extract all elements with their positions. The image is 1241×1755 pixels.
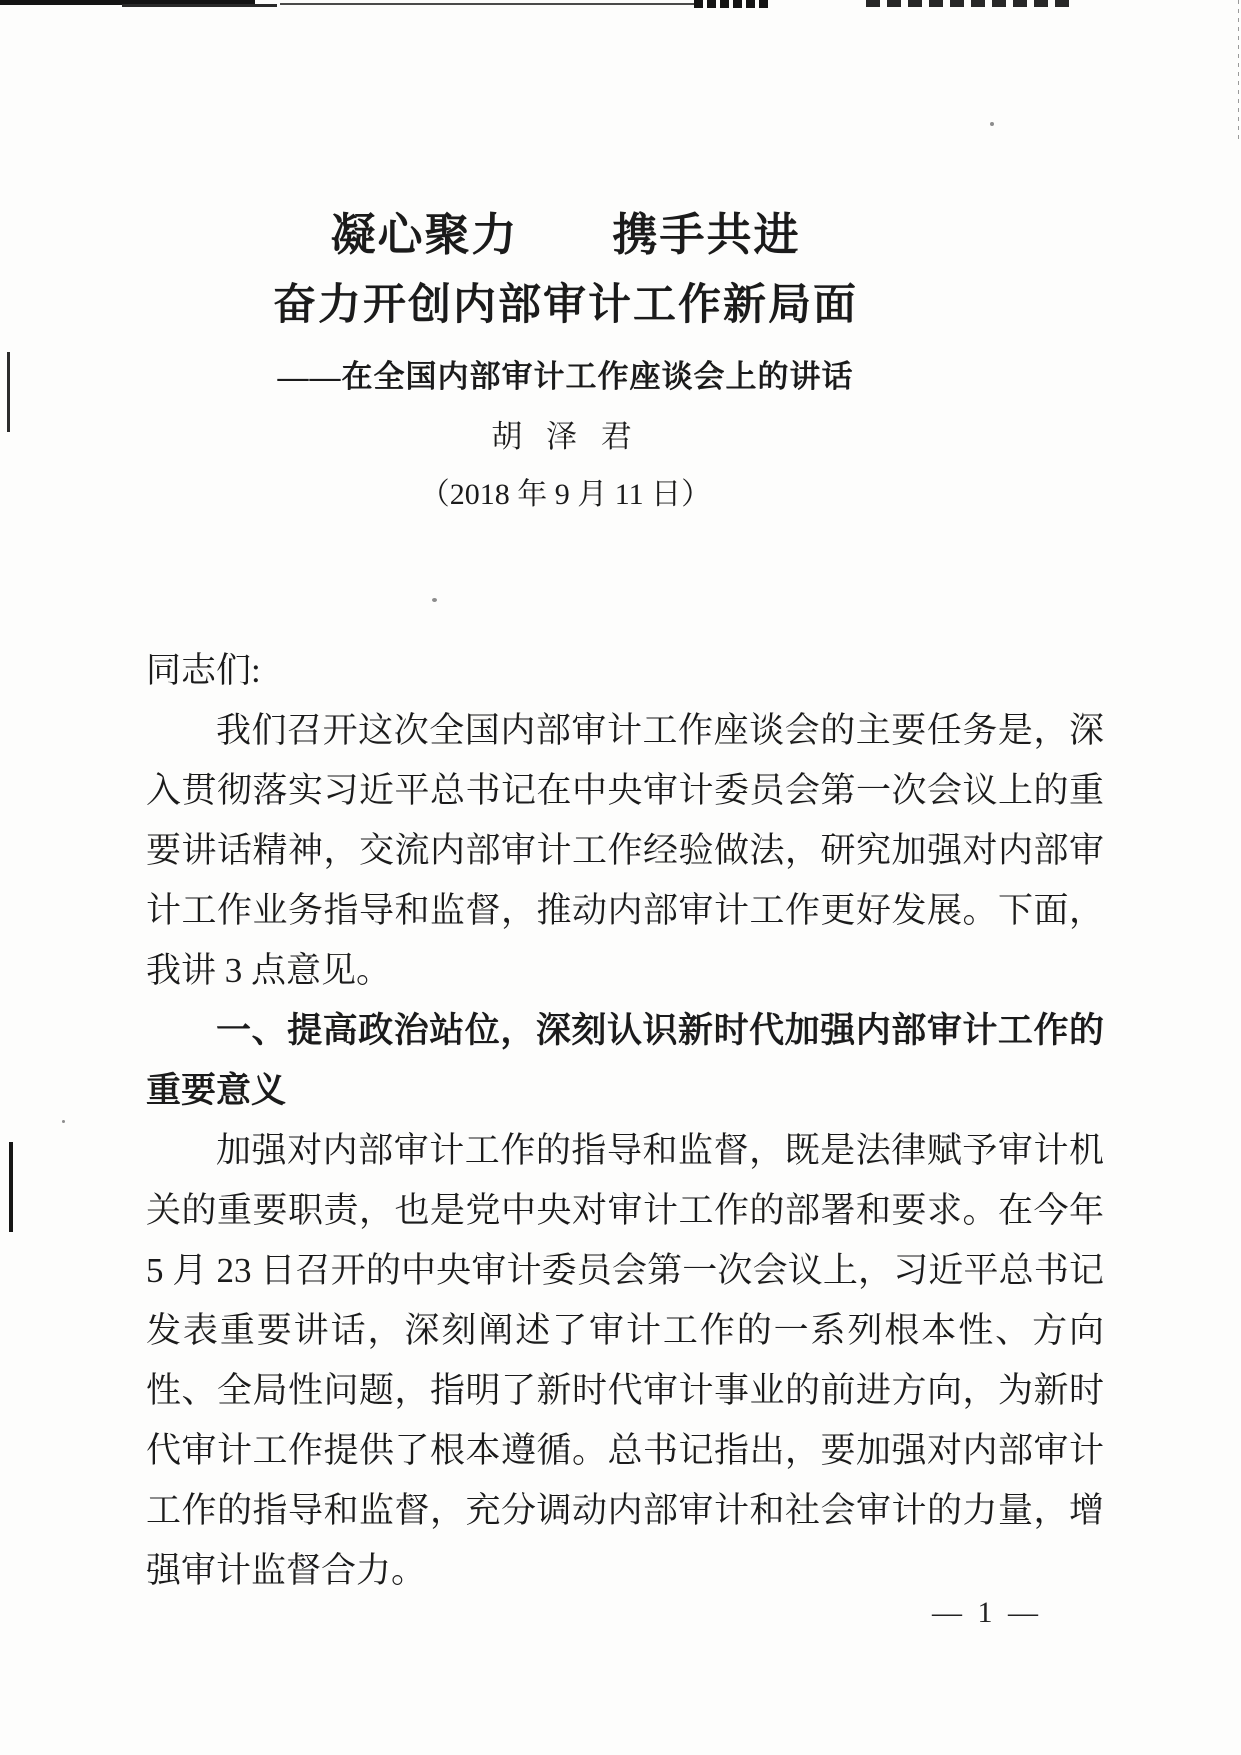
scan-speck <box>432 598 437 602</box>
document-body <box>146 641 1104 1601</box>
document-date: （2018 年 9 月 11 日） <box>419 477 712 511</box>
paragraph-intro: 我们召开这次全国内部审计工作座谈会的主要任务是，深入贯彻落实习近平总书记在中央审计委员会第一次会议上的重要讲话精神，交流内部审计工作经验做法，研究加强对内部审计工作业务指导和监督，推动内部审计工作更好发展。下面，我讲 3 点意见。 <box>146 710 1104 990</box>
section-heading-1: 一、提高政治站位，深刻认识新时代加强内部审计工作的重要意义 <box>146 1010 1104 1110</box>
scan-artifact-left-mark-lower <box>9 1142 13 1232</box>
document-header <box>0 0 1186 513</box>
document-title-line2: 奋力开创内部审计工作新局面 <box>273 280 858 329</box>
document-author: 胡 泽 君 <box>491 418 640 454</box>
paragraph-section-1: 加强对内部审计工作的指导和监督，既是法律赋予审计机关的重要职责，也是党中央对审计工作的部署和要求。在今年 5 月 23 日召开的中央审计委员会第一次会议上，习近平总书记发表重要讲话，深刻阐述了审计工作的一系列根本性、方向性、全局性问题，指明了新时代审计事业的前进方向，为新时代审计工作提供了根本遵循。总书记指出，要加强对内部审计工作的指导和监督，充分调动内部审计和社会审计的力量，增强审计监督合力。 <box>146 1130 1104 1590</box>
document-title-line1: 凝心聚力 携手共进 <box>330 209 801 260</box>
scan-speck <box>62 1120 65 1123</box>
salutation: 同志们: <box>146 650 261 690</box>
scan-artifact-right-edge <box>1238 0 1239 140</box>
page-number: — 1 — <box>932 1596 1042 1629</box>
document-subtitle: ——在全国内部审计工作座谈会上的讲话 <box>277 358 854 394</box>
